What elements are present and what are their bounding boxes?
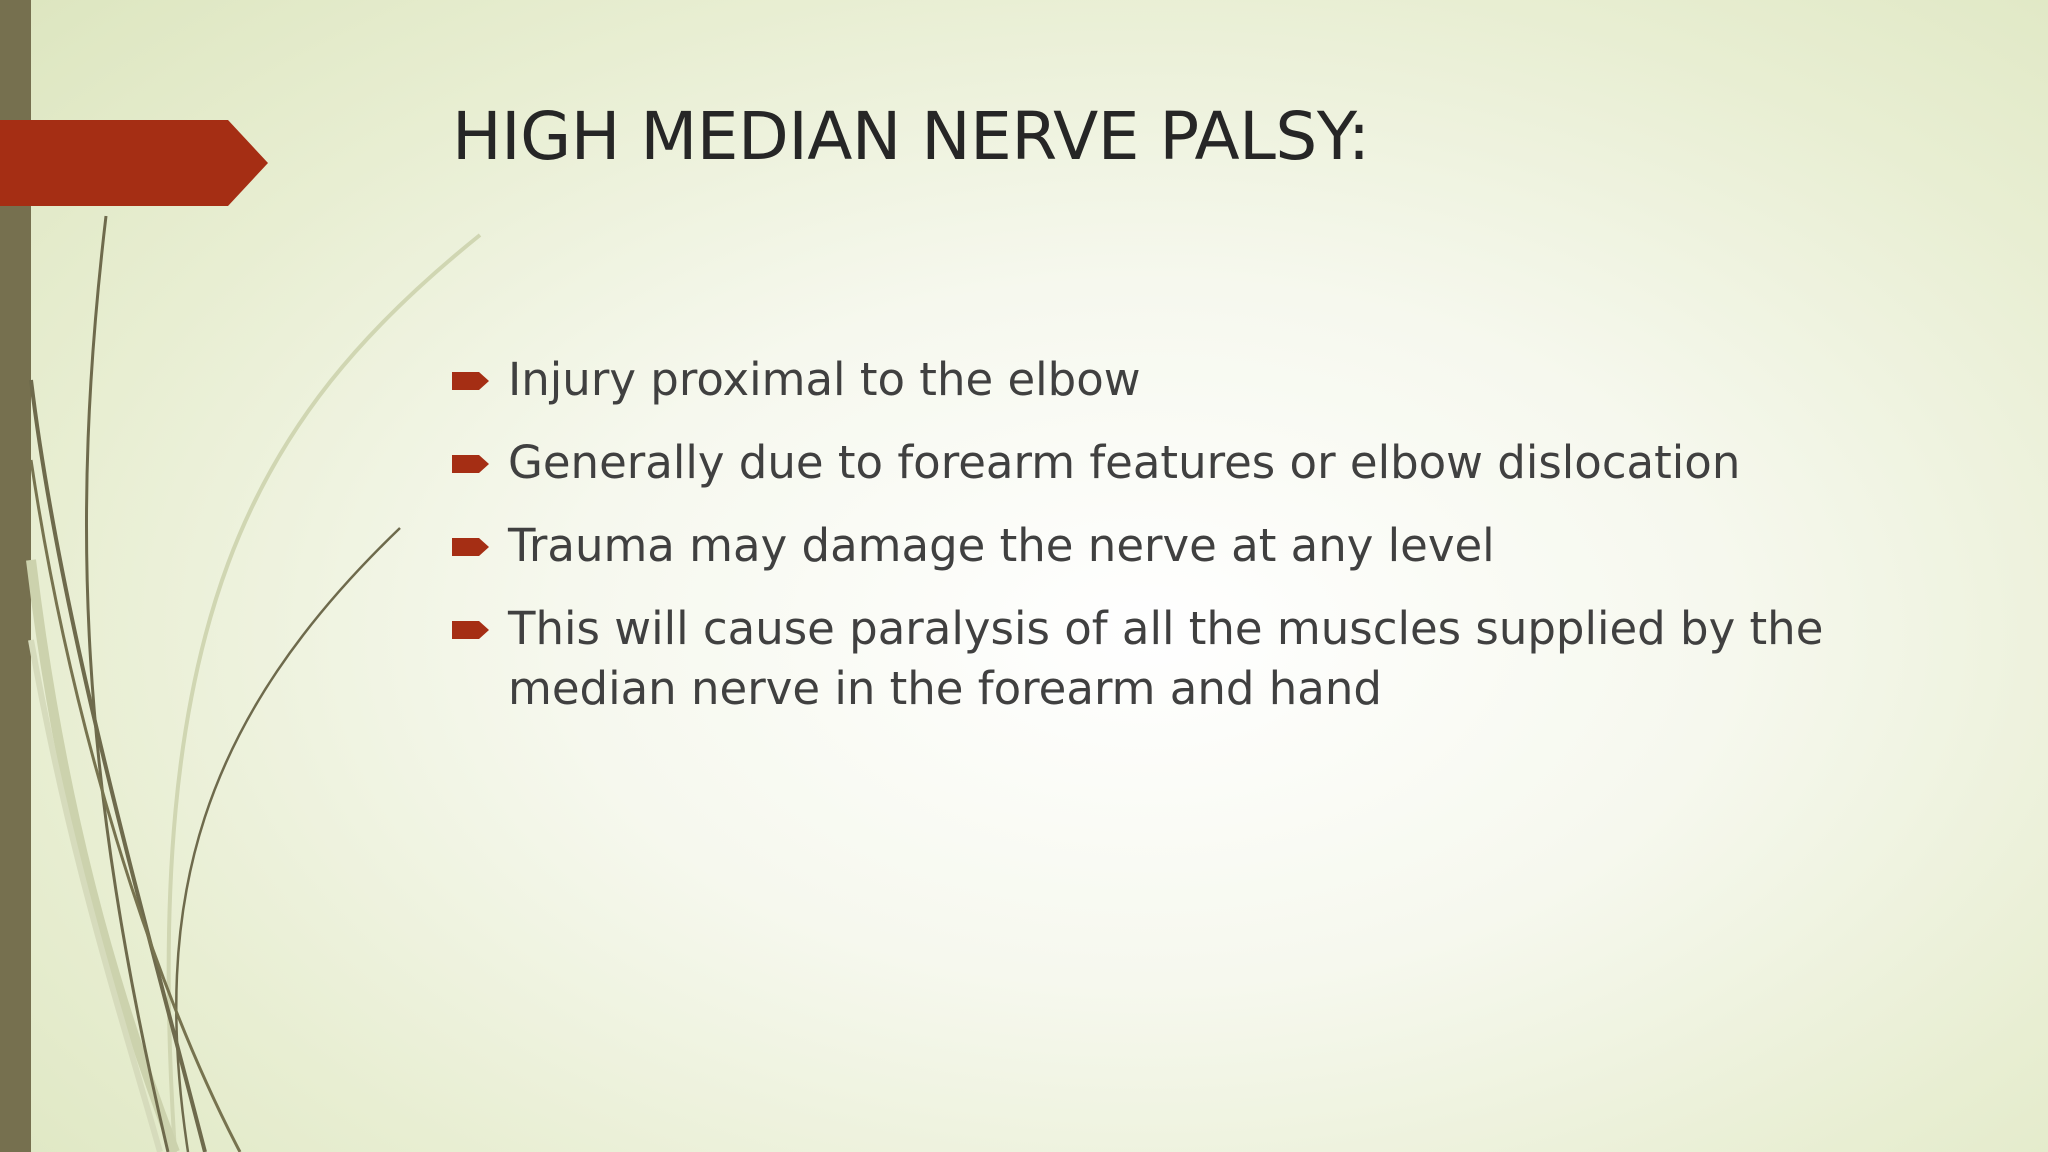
light-stem-2 [31, 560, 175, 1152]
arrow-bullet-icon [452, 453, 490, 475]
bullet-text: Injury proximal to the elbow [508, 353, 1141, 406]
arrow-bullet-icon [452, 536, 490, 558]
light-stem-1 [169, 235, 480, 1152]
bullet-text: This will cause paralysis of all the muscles supplied by the median nerve in the forearm and hand [508, 602, 1824, 715]
slide-title: HIGH MEDIAN NERVE PALSY: [452, 98, 1370, 175]
arrow-bullet-icon [452, 370, 490, 392]
bullet-text: Trauma may damage the nerve at any level [508, 519, 1495, 572]
arrow-bullet-icon [452, 619, 490, 641]
bullet-text: Generally due to forearm features or elbow dislocation [508, 436, 1741, 489]
bullet-item [452, 433, 1872, 493]
bullet-item [452, 599, 1872, 719]
title-marker-shape [0, 120, 268, 206]
bullet-item [452, 350, 1872, 410]
bullet-list [452, 350, 1872, 742]
bullet-item [452, 516, 1872, 576]
